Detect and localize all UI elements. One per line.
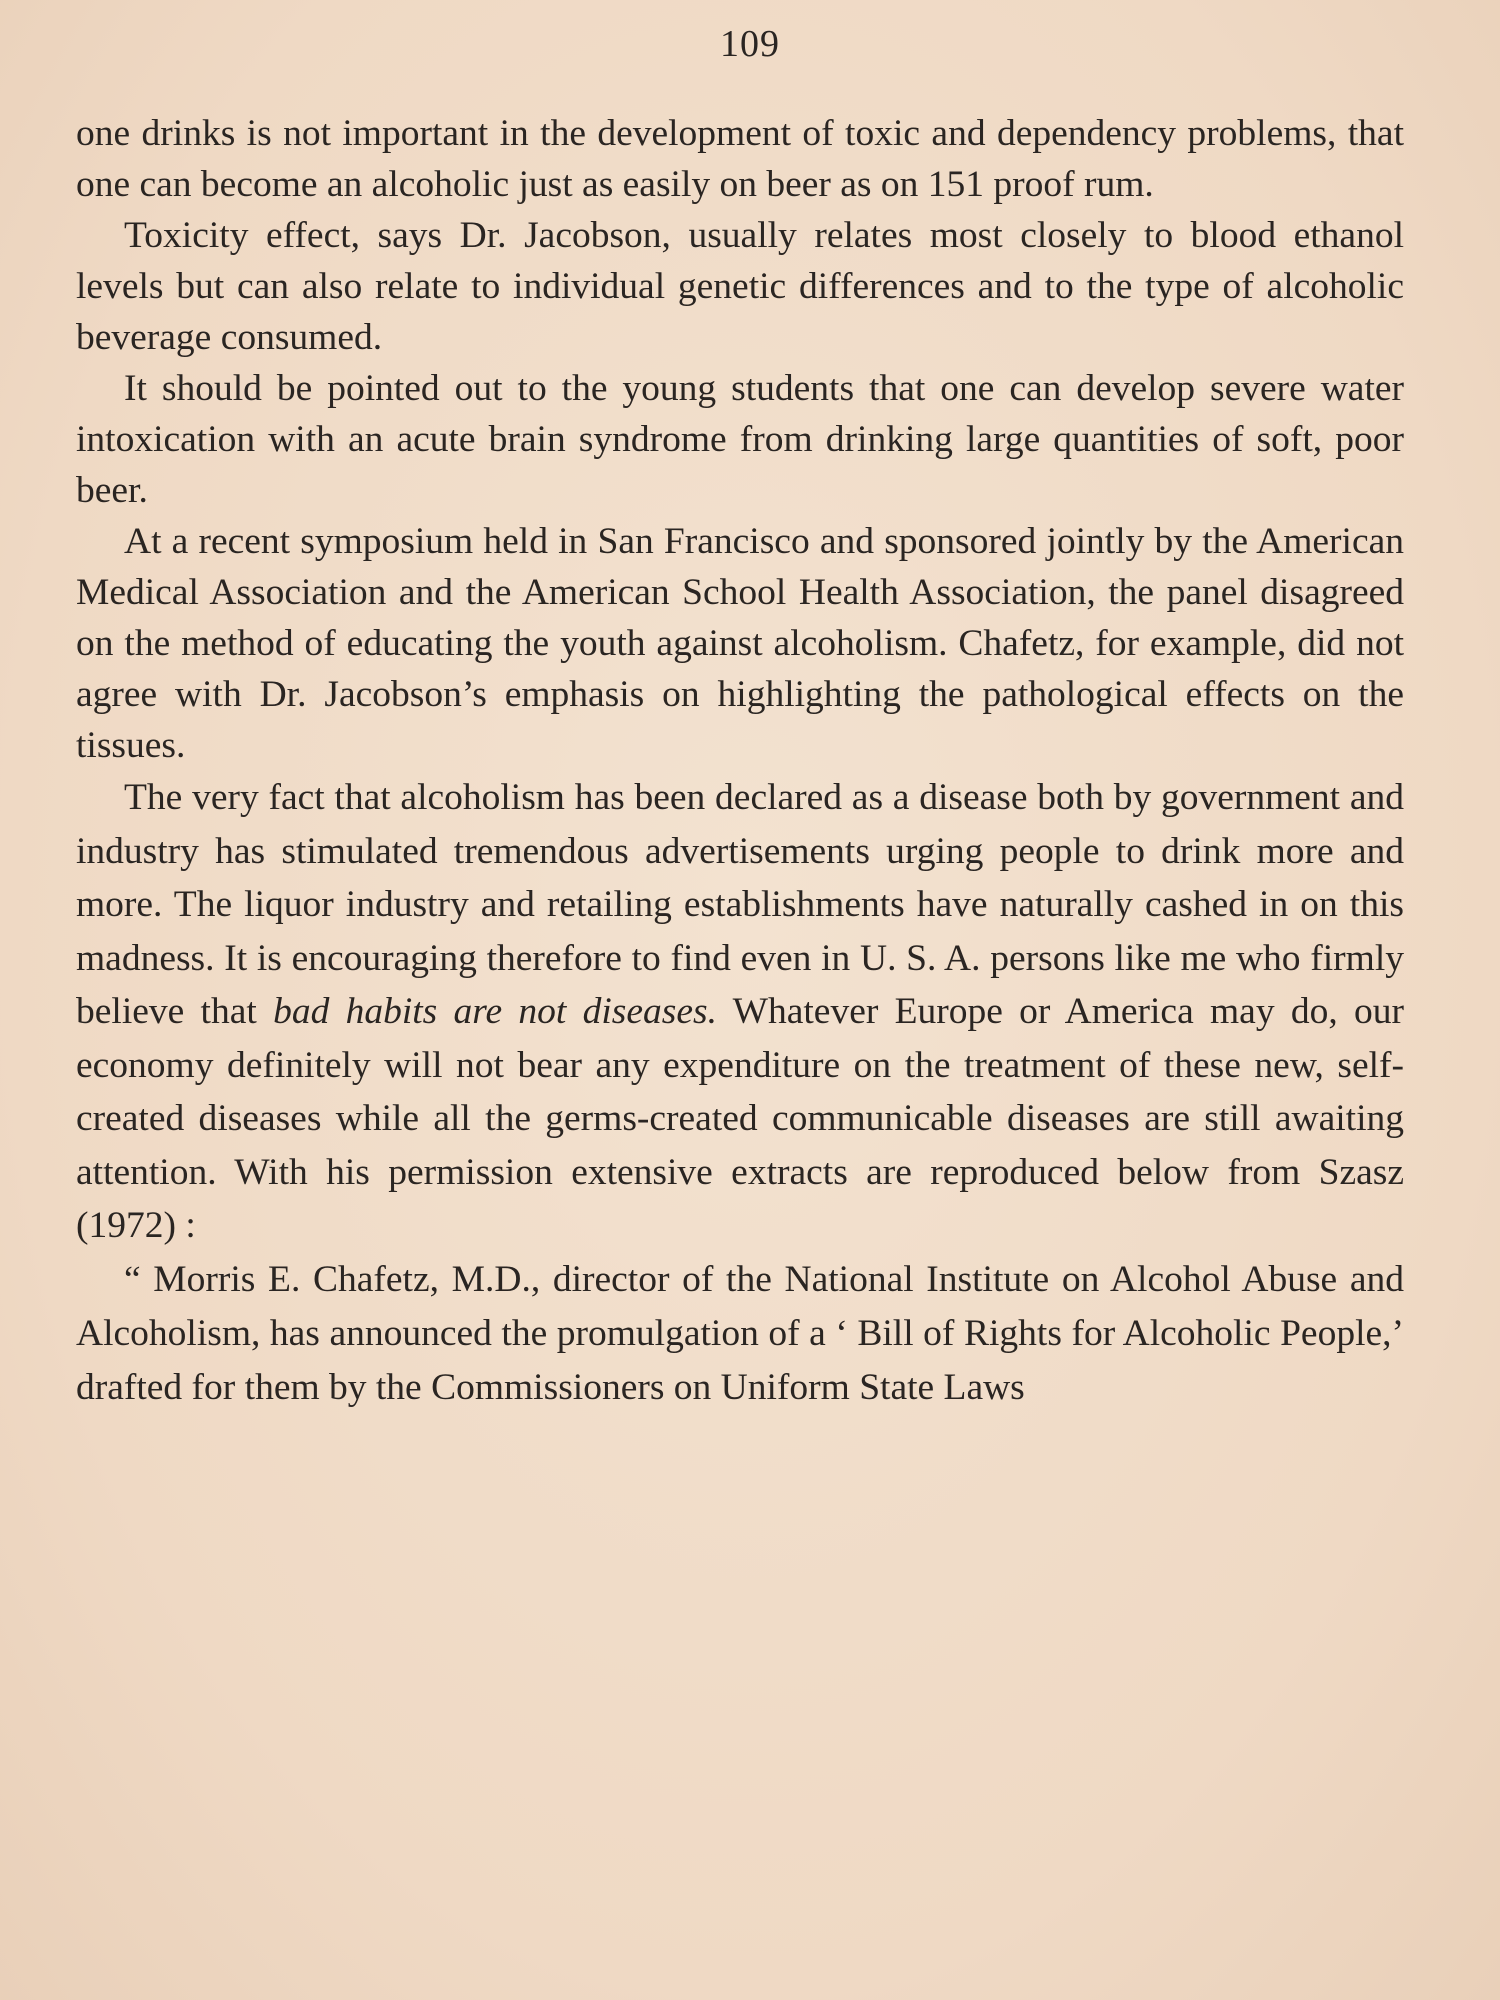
paragraph-6: “ Morris E. Chafetz, M.D., director of the National Institute on Alcohol Abuse and Alcoholism, has announced the promulgation of a ‘ Bill of Rights for Alcoholic People,’ drafted for them by the Commissioners on Uniform State Laws [76,1258,1404,1408]
paragraph-4: At a recent symposium held in San Francisco and sponsored jointly by the American Medical Association and the American School Health Association, the panel disagreed on the method of educating the youth against alcoholism. Chafetz, for example, did not agree with Dr. Jacobson’s emphasis on highlighting the pathological effects on the tissues. [76,521,1404,766]
paragraph-5-text-after: Whatever Europe or America may do, our economy definitely will not bear any expenditure on the treatment of these new, self-created diseases while all the germs-created communicable diseases are still awaiting attention. With his permission extensive extracts are reproduced below from Szasz (1972) : [76,991,1404,1246]
paragraph-5-text-before: The very fact that alcoholism has been declared as a disease both by government and industry has stimulated tremendous advertisements urging people to drink more and more. The liquor industry and retailing establishments have naturally cashed in on this madness. It is encouraging therefore to find even in U. S. A. persons like me who firmly believe that [76,777,1404,1032]
paragraph-1: one drinks is not important in the development of toxic and dependency problems, that one can become an alcoholic just as easily on beer as on 151 proof rum. [76,113,1404,205]
paragraph-5 [76,771,1404,1253]
page-number: 109 [720,23,780,65]
italic-phrase: bad habits are not diseases. [273,991,717,1032]
body-text [76,108,1404,1415]
paragraph-3: It should be pointed out to the young students that one can develop severe water intoxication with an acute brain syndrome from drinking large quantities of soft, poor beer. [76,368,1404,511]
paragraph-2: Toxicity effect, says Dr. Jacobson, usually relates most closely to blood ethanol levels but can also relate to individual genetic differences and to the type of alcoholic beverage consumed. [76,215,1404,358]
